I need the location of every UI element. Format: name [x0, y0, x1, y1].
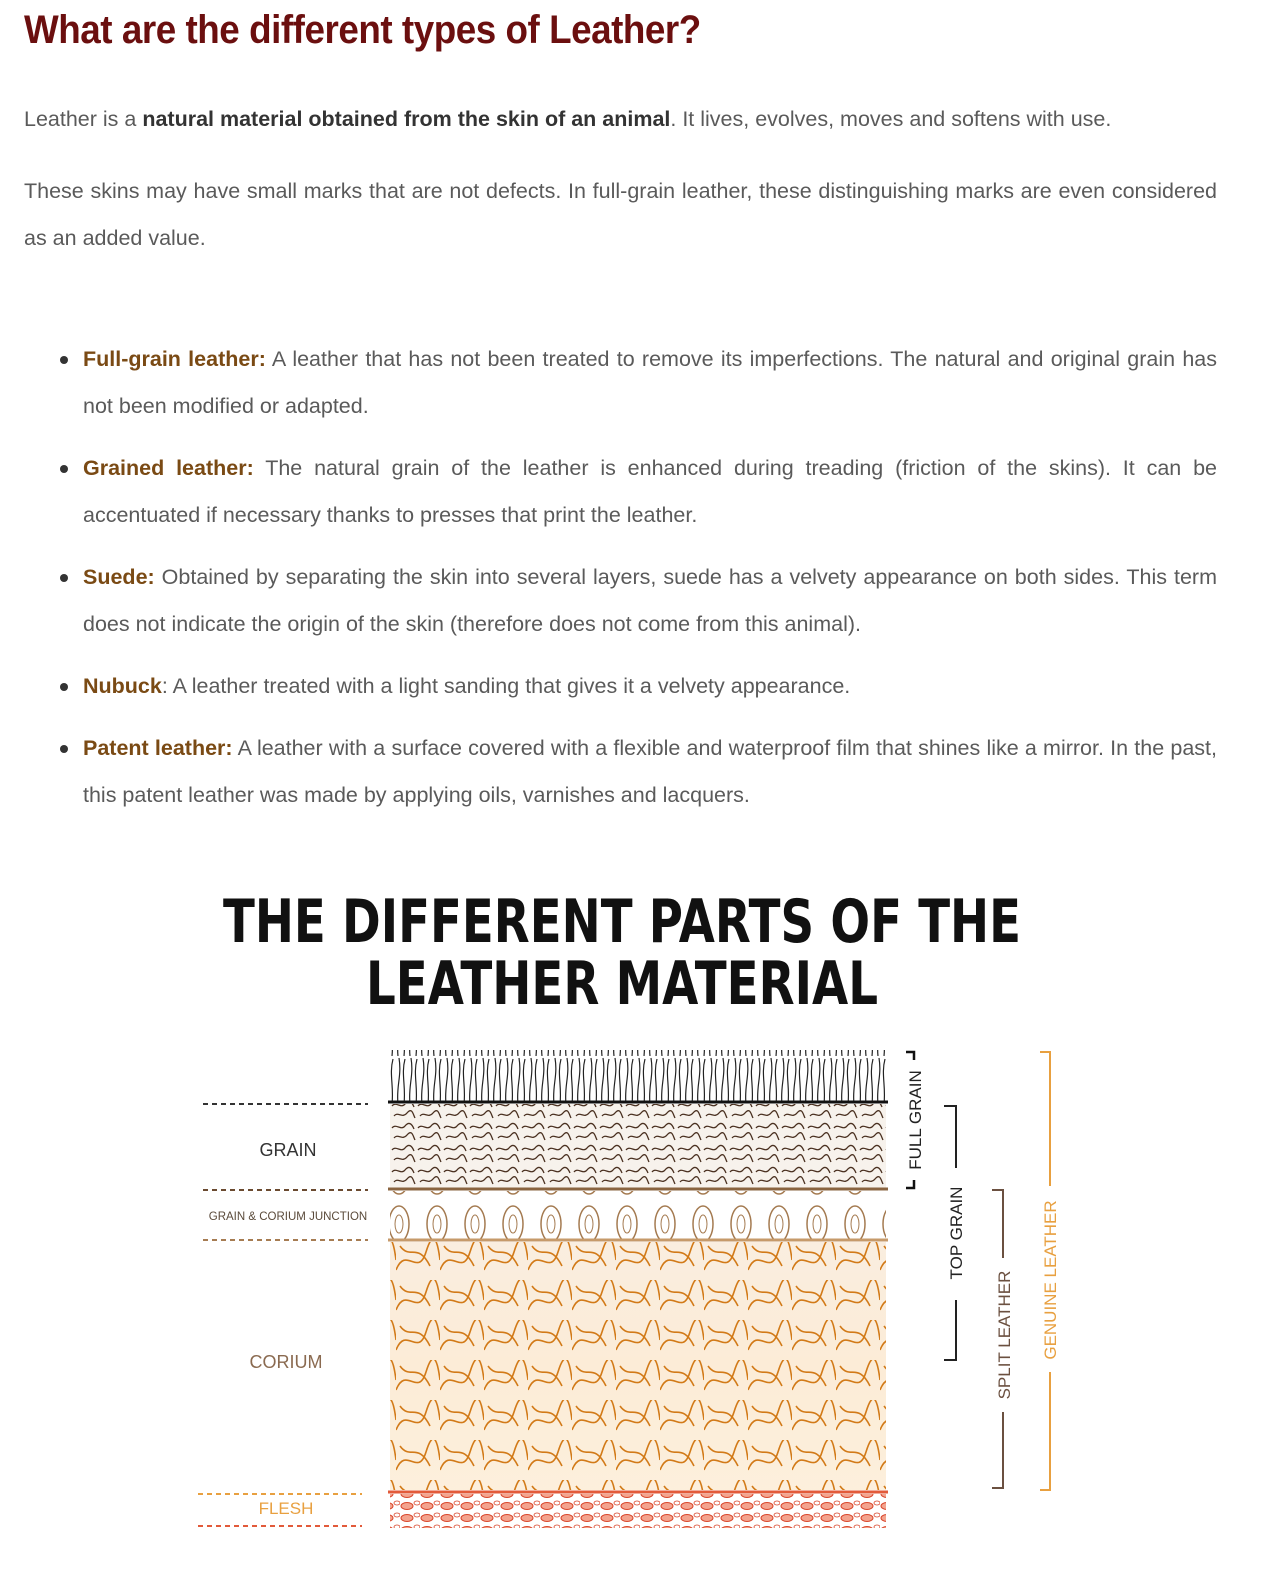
corium-texture	[390, 1242, 886, 1490]
list-item-suede	[24, 554, 1217, 648]
bracket-genuine-leather	[1040, 1052, 1060, 1490]
page-title: What are the different types of Leather?	[24, 8, 701, 52]
definition-patent: A leather with a surface covered with a flexible and waterproof film that shines like a mirror. In the past, this patent leather was made by applying oils, varnishes and lacquers.	[83, 736, 1217, 807]
label-genuine-leather: GENUINE LEATHER	[1041, 1200, 1060, 1360]
term-patent: Patent leather:	[83, 736, 233, 760]
junction-layer	[390, 1191, 886, 1239]
list-item-nubuck	[24, 663, 1217, 710]
label-split-leather: SPLIT LEATHER	[995, 1270, 1014, 1400]
intro-text-end: . It lives, evolves, moves and softens with use.	[670, 107, 1112, 131]
grain-texture	[390, 1104, 886, 1188]
definition-suede: Obtained by separating the skin into several layers, suede has a velvety appearance on both sides. This term does not indicate the origin of the skin (therefore does not come from this animal).	[83, 565, 1217, 636]
list-item-grained	[24, 445, 1217, 539]
label-flesh: FLESH	[258, 1499, 314, 1518]
term-suede: Suede:	[83, 565, 155, 589]
diagram-title-line2: LEATHER MATERIAL	[366, 949, 878, 1019]
hair-layer	[390, 1050, 886, 1102]
label-grain: GRAIN	[259, 1140, 317, 1160]
marks-paragraph: These skins may have small marks that are not defects. In full-grain leather, these distinguishing marks are even considered as an added value.	[24, 179, 1217, 250]
term-nubuck: Nubuck	[83, 674, 162, 698]
flesh-layer	[390, 1494, 886, 1528]
definition-grained: The natural grain of the leather is enhanced during treading (friction of the skins). It can be accentuated if necessary thanks to presses that print the leather.	[83, 456, 1217, 527]
bracket-split-leather	[992, 1190, 1014, 1488]
label-junction: GRAIN & CORIUM JUNCTION	[208, 1211, 368, 1223]
list-item-patent	[24, 725, 1217, 819]
intro-paragraph	[24, 96, 1217, 143]
diagram-title-line1: THE DIFFERENT PARTS OF THE	[223, 887, 1021, 957]
definition-full-grain: A leather that has not been treated to remove its imperfections. The natural and original grain has not been modified or adapted.	[83, 347, 1217, 418]
list-item-full-grain	[24, 336, 1217, 430]
leather-layers-diagram	[0, 870, 1261, 1585]
intro-text-start: Leather is a	[24, 107, 143, 131]
definition-nubuck: : A leather treated with a light sanding that gives it a velvety appearance.	[161, 674, 851, 698]
term-grained: Grained leather:	[83, 456, 254, 480]
bracket-full-grain	[906, 1052, 925, 1188]
leather-types-list	[24, 336, 1217, 834]
label-corium: CORIUM	[249, 1352, 323, 1372]
label-full-grain: FULL GRAIN	[906, 1070, 925, 1170]
label-top-grain: TOP GRAIN	[947, 1186, 966, 1280]
term-full-grain: Full-grain leather:	[83, 347, 266, 371]
bracket-top-grain	[944, 1106, 966, 1360]
intro-bold-text: natural material obtained from the skin of an animal	[142, 107, 671, 131]
